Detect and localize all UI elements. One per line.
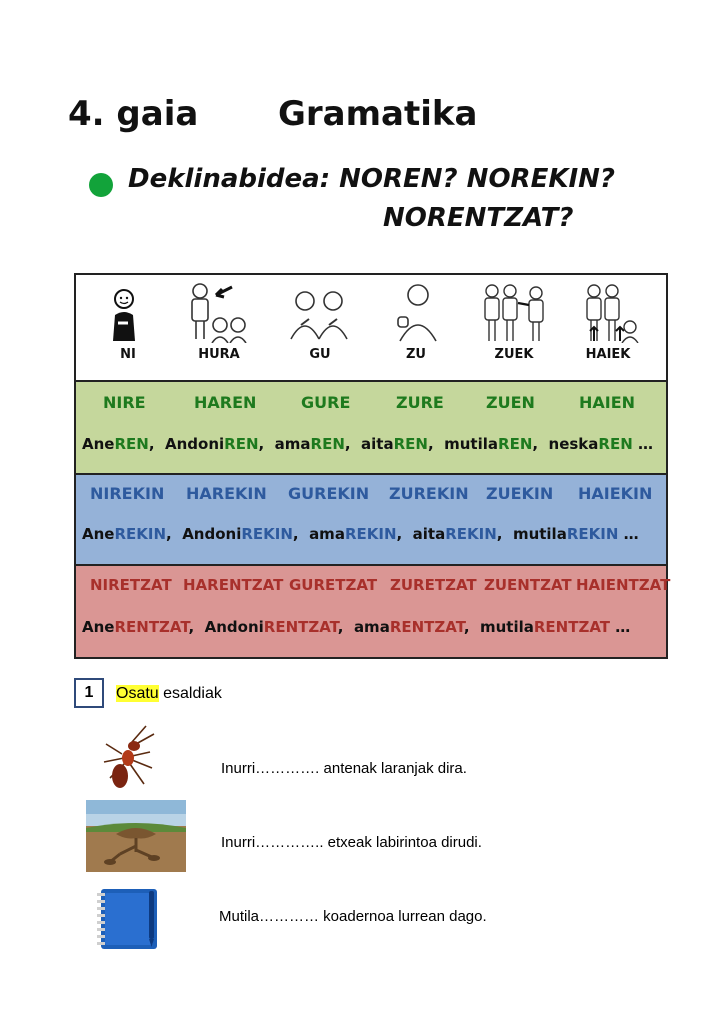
example-separator: , [166,525,183,543]
example-stem: ama [274,435,311,453]
person-pointing-self-icon [106,287,146,343]
example-stem: Ane [82,435,115,453]
pronoun-label: ZUEK [494,347,534,362]
norekin-form: GUREKIN [288,484,370,503]
noren-form: GURE [301,393,351,412]
norentzat-form: NIRETZAT [90,576,172,594]
example-separator: , [344,435,362,453]
sentence-1: Inurri…………. antenak laranjak dira. [221,760,467,777]
example-stem: Ane [82,618,115,636]
example-separator: … [632,435,654,453]
unit-title: 4. gaia [68,94,199,134]
example-separator: , [148,435,165,453]
example-separator: , [396,525,413,543]
sentence-2: Inurri………….. etxeak labirintoa dirudi. [221,834,482,851]
example-stem: neska [548,435,599,453]
example-suffix: REN [224,435,259,453]
pronoun-row [76,275,666,382]
example-stem: mutila [512,525,567,543]
example-suffix: REKIN [241,525,293,543]
norekin-example [413,525,513,543]
norentzat-form: HARENTZAT [183,576,284,594]
norentzat-form: ZUENTZAT [484,576,572,594]
pronoun-label: NI [120,347,136,362]
norekin-form: NIREKIN [90,484,165,503]
instruction-text: esaldiak [158,685,222,702]
norekin-form: ZUREKIN [389,484,469,503]
example-separator: … [618,525,639,543]
norentzat-row [76,566,671,657]
norentzat-example [354,618,480,636]
noren-form: ZUEN [486,393,535,412]
exercise-instruction [116,685,222,703]
norekin-form: HAREKIN [186,484,267,503]
group-pointing-them-icon [584,283,640,343]
instruction-highlight: Osatu [116,685,159,702]
example-stem: Andoni [164,435,225,453]
pronoun-label: GU [309,347,331,362]
example-separator: , [427,435,445,453]
example-separator: , [496,525,513,543]
norentzat-form: GURETZAT [289,576,378,594]
noren-form: NIRE [103,393,146,412]
norentzat-example [82,618,205,636]
pronoun-label: HURA [198,347,240,362]
example-suffix: RENTZAT [263,618,338,636]
two-people-self-icon [289,289,351,341]
noren-example [82,435,165,453]
example-stem: ama [353,618,390,636]
example-stem: aita [412,525,446,543]
exercise-number: 1 [74,678,104,708]
norekin-example [82,525,182,543]
norekin-example [513,525,639,543]
noren-form: HAREN [194,393,257,412]
example-separator: , [188,618,205,636]
norentzat-example [480,618,630,636]
pronoun-label: ZU [406,347,426,362]
noren-example [165,435,275,453]
noren-example [549,435,653,453]
norentzat-example [205,618,354,636]
example-suffix: RENTZAT [389,618,464,636]
noren-example [361,435,444,453]
subtitle-line-1: Deklinabidea: NOREN? NOREKIN? [128,164,615,194]
example-suffix: REN [393,435,428,453]
noren-examples [82,435,653,453]
noren-form: ZURE [396,393,444,412]
notebook-icon [95,885,165,951]
declension-table [74,273,671,659]
group-pointing-you-icon [480,283,548,343]
example-suffix: REN [598,435,633,453]
example-stem: ama [309,525,345,543]
bullet-icon [89,173,113,197]
example-suffix: REN [114,435,149,453]
example-suffix: REKIN [445,525,497,543]
sentence-3: Mutila………… koadernoa lurrean dago. [219,908,487,925]
norekin-row [76,475,666,566]
example-separator: , [258,435,275,453]
example-suffix: RENTZAT [114,618,189,636]
noren-form: HAIEN [579,393,636,412]
example-stem: mutila [479,618,534,636]
example-suffix: REN [498,435,533,453]
example-suffix: REN [310,435,345,453]
person-pointing-other-icon [188,281,254,343]
example-stem: aita [361,435,394,453]
norentzat-form: ZURETZAT [390,576,477,594]
ant-icon [92,722,162,796]
anthill-icon [86,800,186,872]
example-stem: Ane [82,525,115,543]
norentzat-examples [82,618,630,636]
example-suffix: REKIN [344,525,397,543]
noren-row [76,382,666,475]
example-suffix: REKIN [114,525,167,543]
example-stem: Andoni [204,618,264,636]
person-pointing-you-icon [394,283,438,343]
norekin-example [309,525,413,543]
pronoun-label: HAIEK [585,347,631,362]
norekin-form: ZUEKIN [486,484,554,503]
example-suffix: RENTZAT [533,618,610,636]
noren-example [275,435,361,453]
topic-title: Gramatika [278,94,478,134]
norentzat-form: HAIENTZAT [576,576,671,594]
example-suffix: REKIN [566,525,619,543]
example-separator: , [292,525,310,543]
norekin-examples [82,525,639,543]
subtitle-line-2: NORENTZAT? [383,203,574,233]
example-separator: , [463,618,480,636]
noren-example [444,435,548,453]
example-stem: mutila [444,435,499,453]
example-separator: … [610,618,631,636]
norekin-example [182,525,309,543]
example-stem: Andoni [182,525,242,543]
norekin-form: HAIEKIN [578,484,653,503]
example-separator: , [337,618,354,636]
example-separator: , [532,435,549,453]
